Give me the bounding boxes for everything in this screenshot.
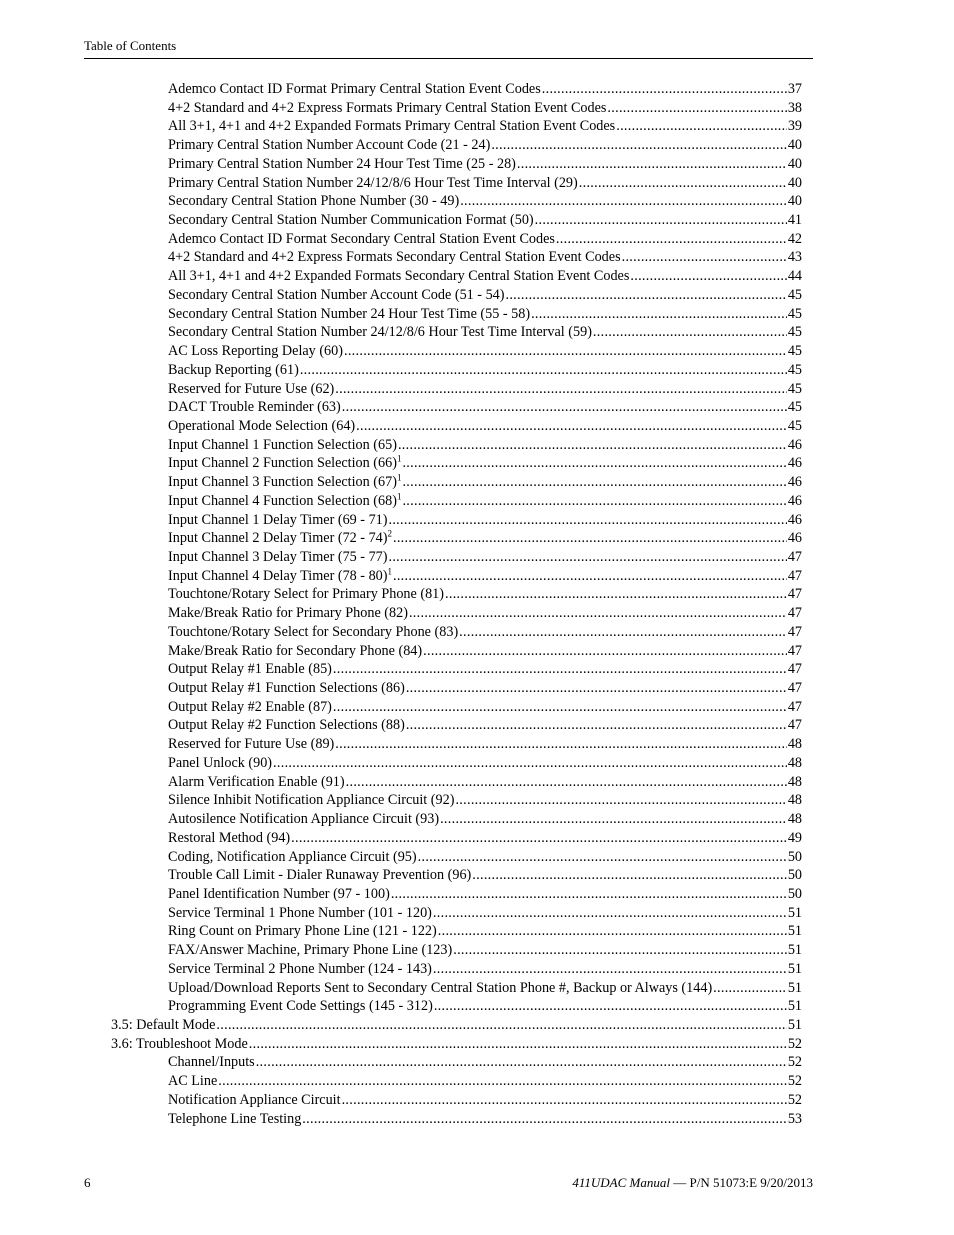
toc-entry-title-text: Primary Central Station Number 24 Hour Test Time (25 - 28) [168,155,516,172]
toc-entry-title [168,155,516,173]
toc-dot-leader [713,979,787,997]
toc-entry-title [168,698,332,716]
toc-entry-title-text: Ring Count on Primary Phone Line (121 - 122) [168,923,437,940]
toc-page-number: 50 [787,885,802,902]
toc-entry-title-text: Trouble Call Limit - Dialer Runaway Prevention (96) [168,867,472,884]
toc-entry[interactable] [168,548,802,566]
toc-entry-title-text: Coding, Notification Appliance Circuit (95) [168,848,417,865]
toc-dot-leader [472,866,787,884]
toc-entry-title-text: Secondary Central Station Number 24/12/8/6 Hour Test Time Interval (59) [168,324,592,341]
toc-entry[interactable] [168,567,802,585]
toc-entry[interactable] [168,174,802,192]
toc-entry-title-text: Reserved for Future Use (89) [168,736,335,753]
toc-entry-title [168,642,422,660]
toc-entry-title [168,286,504,304]
toc-entry[interactable] [168,473,802,491]
toc-page-number: 47 [787,567,802,584]
toc-entry-title [168,454,401,472]
toc-section-entry[interactable] [111,1016,802,1034]
toc-dot-leader [388,548,786,566]
toc-entry-title [111,1035,248,1053]
toc-entry-title-text: Panel Unlock (90) [168,754,273,771]
toc-entry[interactable] [168,117,802,135]
footnote-marker: 1 [396,472,402,483]
toc-page-number: 46 [787,455,802,472]
toc-page-number: 40 [787,174,802,191]
toc-entry[interactable] [168,866,802,884]
footnote-marker: 1 [396,491,402,502]
toc-entry-title-text: Upload/Download Reports Sent to Secondary Central Station Phone #, Backup or Always (144) [168,979,713,996]
toc-entry-title [168,99,606,117]
toc-entry-title [168,267,629,285]
toc-entry-title [168,810,439,828]
toc-page-number: 40 [787,155,802,172]
toc-page-number: 46 [787,492,802,509]
toc-page-number: 47 [787,549,802,565]
toc-entry-title [168,511,387,529]
toc-entry-title-text: Operational Mode Selection (64) [168,417,356,434]
toc-page-number: 48 [787,773,802,790]
toc-entry[interactable] [168,623,802,641]
footnote-marker: 1 [396,453,402,464]
toc-entry[interactable] [168,791,802,809]
toc-page-number: 51 [787,960,802,977]
toc-dot-leader [256,1053,787,1071]
toc-entry-title [168,136,490,154]
toc-page-number: 46 [787,436,802,453]
toc-entry-title [168,829,290,847]
toc-entry-title [168,604,408,622]
toc-dot-leader [335,735,787,753]
toc-page-number: 49 [787,829,802,846]
toc-entry[interactable] [168,885,802,903]
toc-entry-title-text: Output Relay #1 Function Selections (86) [168,680,405,697]
toc-entry-title-text: Service Terminal 1 Phone Number (101 - 120) [168,904,432,921]
toc-entry-title-text: Restoral Method (94) [168,829,291,846]
toc-page-number: 40 [787,193,802,210]
toc-entry-title-text: DACT Trouble Reminder (63) [168,399,341,416]
toc-entry-title [168,885,390,903]
toc-entry[interactable] [168,679,802,697]
toc-page-number: 42 [787,230,802,247]
toc-dot-leader [622,248,787,266]
toc-entry-title-text: Backup Reporting (61) [168,361,299,378]
toc-entry[interactable] [168,323,802,341]
toc-entry[interactable] [168,511,802,529]
toc-page-number: 48 [787,736,802,753]
toc-entry-title [168,773,345,791]
toc-page-number: 50 [787,867,802,884]
toc-dot-leader [216,1016,786,1034]
toc-page-number: 51 [787,979,802,996]
toc-entry-title-text: Input Channel 1 Delay Timer (69 - 71) [168,511,388,528]
toc-page-number: 47 [787,698,802,715]
toc-entry[interactable] [168,1072,802,1090]
toc-entry-title [168,997,433,1015]
toc-entry[interactable] [168,267,802,285]
toc-entry-title-text: 4+2 Standard and 4+2 Express Formats Secondary Central Station Event Codes [168,249,621,266]
toc-dot-leader [460,192,787,210]
toc-dot-leader [445,585,787,603]
toc-entry-title-text: Ademco Contact ID Format Primary Central Station Event Codes [168,81,541,97]
toc-dot-leader [453,941,787,959]
toc-entry[interactable] [168,492,802,510]
toc-entry[interactable] [168,286,802,304]
toc-page-number: 39 [787,118,802,135]
toc-dot-leader [556,230,787,248]
toc-dot-leader [333,698,787,716]
toc-entry-title [168,791,454,809]
toc-page-number: 47 [787,642,802,659]
toc-dot-leader [433,904,787,922]
toc-entry-title-text: Ademco Contact ID Format Secondary Central Station Event Codes [168,230,555,247]
toc-entry[interactable] [168,1053,802,1071]
toc-entry-title [168,342,343,360]
toc-dot-leader [630,267,786,285]
header-divider [84,58,813,59]
toc-dot-leader [434,997,787,1015]
toc-dot-leader [535,211,787,229]
toc-dot-leader [579,174,787,192]
toc-entry-title-text: Secondary Central Station Number 24 Hour Test Time (55 - 58) [168,305,531,322]
running-header: Table of Contents [84,38,177,53]
toc-entry-title-text: Input Channel 4 Function Selection (68) [168,492,397,509]
toc-entry-title-text: Panel Identification Number (97 - 100) [168,885,390,902]
toc-entry-title [168,904,432,922]
toc-entry-title [168,1072,217,1090]
toc-entry-title-text: Input Channel 4 Delay Timer (78 - 80) [168,567,388,584]
toc-entry[interactable] [168,585,802,603]
page-number: 6 [84,1175,91,1190]
toc-page-number: 45 [787,343,802,360]
toc-page-number: 51 [787,998,802,1015]
toc-entry-title [168,548,387,566]
toc-entry[interactable] [168,660,802,678]
toc-entry-title [168,211,534,229]
toc-entry-title-text: All 3+1, 4+1 and 4+2 Expanded Formats Primary Central Station Event Codes [168,118,616,135]
toc-entry[interactable] [168,904,802,922]
toc-page-number: 45 [787,380,802,397]
toc-entry-title [168,585,444,603]
toc-entry[interactable] [168,829,802,847]
footer-manual-info [572,1175,813,1191]
toc-entry[interactable] [168,361,802,379]
toc-dot-leader [418,848,787,866]
toc-entry-title [168,436,397,454]
toc-dot-leader [393,567,787,585]
toc-page-number: 45 [787,286,802,303]
toc-dot-leader [356,417,787,435]
toc-entry-title-text: Make/Break Ratio for Primary Phone (82) [168,605,408,622]
toc-entry-title-text: AC Loss Reporting Delay (60) [168,343,343,360]
toc-entry-title [168,380,334,398]
toc-section-entry[interactable] [111,1035,802,1053]
toc-entry-title [168,80,541,98]
toc-page-number: 45 [787,305,802,322]
toc-entry[interactable] [168,922,802,940]
toc-entry-title-text: Silence Inhibit Notification Appliance Circuit (92) [168,792,455,809]
toc-dot-leader [346,773,787,791]
toc-entry-title [168,679,405,697]
toc-dot-leader [542,80,787,98]
toc-page-number: 43 [787,249,802,266]
toc-entry-title [168,866,471,884]
toc-page-number: 45 [787,417,802,434]
toc-entry[interactable] [168,380,802,398]
toc-entry-title [168,529,392,547]
toc-page-number: 52 [787,1073,802,1090]
toc-entry[interactable] [168,1110,802,1128]
toc-dot-leader [402,492,786,510]
toc-page-number: 53 [787,1110,802,1127]
toc-page-number: 47 [787,586,802,603]
toc-entry-title-text: 3.6: Troubleshoot Mode [111,1035,248,1052]
toc-entry-title-text: Reserved for Future Use (62) [168,380,335,397]
toc-dot-leader [335,380,787,398]
toc-entry-title-text: Output Relay #2 Function Selections (88) [168,717,405,734]
toc-entry-title [168,305,530,323]
toc-entry-title [168,174,578,192]
toc-dot-leader [406,716,787,734]
toc-entry-title-text: Primary Central Station Number Account Code (21 - 24) [168,137,491,154]
toc-dot-leader [517,155,787,173]
toc-entry[interactable] [168,342,802,360]
toc-page-number: 41 [787,212,802,229]
toc-entry-title-text: Primary Central Station Number 24/12/8/6 Hour Test Time Interval (29) [168,174,578,191]
toc-page-number: 48 [787,754,802,771]
toc-entry[interactable] [168,716,802,734]
toc-entry-title-text: Touchtone/Rotary Select for Secondary Phone (83) [168,623,459,640]
toc-entry[interactable] [168,941,802,959]
toc-entry[interactable] [168,436,802,454]
toc-dot-leader [505,286,786,304]
toc-entry-title [111,1016,215,1034]
toc-page-number: 51 [787,904,802,921]
toc-dot-leader [409,604,787,622]
toc-dot-leader [342,1091,787,1109]
toc-dot-leader [423,642,787,660]
toc-entry-title [168,117,615,135]
toc-entry-title-text: Programming Event Code Settings (145 - 312) [168,998,433,1015]
toc-page-number: 45 [787,361,802,378]
toc-entry[interactable] [168,211,802,229]
toc-entry-title-text: Service Terminal 2 Phone Number (124 - 143) [168,960,432,977]
toc-dot-leader [616,117,787,135]
toc-page-number: 45 [787,399,802,416]
toc-page-number: 50 [787,848,802,865]
toc-entry[interactable] [168,642,802,660]
toc-entry-title [168,848,417,866]
toc-dot-leader [433,960,787,978]
toc-dot-leader [391,885,787,903]
toc-entry-title [168,623,458,641]
toc-entry-title-text: Secondary Central Station Phone Number (30 - 49) [168,193,460,210]
toc-entry-title [168,398,341,416]
toc-page-number: 48 [787,792,802,809]
toc-entry-title [168,1110,301,1128]
toc-entry[interactable] [168,248,802,266]
toc-entry-title-text: 4+2 Standard and 4+2 Express Formats Primary Central Station Event Codes [168,99,607,116]
toc-entry-title-text: Secondary Central Station Number Communication Format (50) [168,212,534,229]
toc-entry[interactable] [168,305,802,323]
toc-page-number: 44 [787,268,802,285]
toc-page-number: 48 [787,811,802,828]
toc-dot-leader [273,754,787,772]
footnote-marker: 2 [387,528,392,539]
toc-dot-leader [398,436,787,454]
toc-entry[interactable] [168,192,802,210]
toc-entry-title [168,230,555,248]
toc-entry-title [168,735,334,753]
toc-dot-leader [593,323,787,341]
toc-entry-title [168,1091,341,1109]
toc-page-number: 47 [787,680,802,697]
toc-dot-leader [459,623,787,641]
toc-page-number: 45 [787,324,802,341]
toc-entry[interactable] [168,80,802,98]
toc-entry-title [168,192,459,210]
toc-entry[interactable] [168,810,802,828]
toc-entry-title [168,716,405,734]
toc-entry[interactable] [168,735,802,753]
toc-entry[interactable] [168,773,802,791]
toc-entry-title-text: FAX/Answer Machine, Primary Phone Line (123) [168,942,453,959]
toc-entry[interactable] [168,1091,802,1109]
toc-entry-title-text: Input Channel 3 Delay Timer (75 - 77) [168,549,388,565]
toc-entry[interactable] [168,848,802,866]
toc-entry-title-text: Notification Appliance Circuit [168,1091,341,1108]
toc-entry-title-text: Autosilence Notification Appliance Circuit (93) [168,811,440,828]
toc-page-number: 40 [787,137,802,154]
toc-entry[interactable] [168,230,802,248]
toc-entry[interactable] [168,99,802,117]
toc-entry-title [168,361,299,379]
toc-entry-title-text: Telephone Line Testing [168,1110,302,1127]
toc-entry-title [168,323,592,341]
toc-entry-title [168,417,355,435]
toc-entry-title [168,941,452,959]
toc-entry-title-text: AC Line [168,1073,218,1090]
toc-entry-title [168,960,432,978]
toc-dot-leader [291,829,787,847]
toc-entry[interactable] [168,604,802,622]
toc-entry-title [168,567,392,585]
toc-entry-title-text: All 3+1, 4+1 and 4+2 Expanded Formats Secondary Central Station Event Codes [168,268,630,285]
toc-dot-leader [440,810,787,828]
toc-entry[interactable] [168,960,802,978]
toc-dot-leader [438,922,787,940]
toc-dot-leader [300,361,787,379]
toc-dot-leader [249,1035,787,1053]
toc-page-number: 47 [787,717,802,734]
toc-dot-leader [455,791,786,809]
toc-entry-title-text: Output Relay #1 Enable (85) [168,661,332,678]
toc-dot-leader [607,99,786,117]
manual-part-number-date: — P/N 51073:E 9/20/2013 [669,1175,813,1190]
toc-entry[interactable] [168,136,802,154]
toc-dot-leader [402,473,786,491]
toc-entry[interactable] [168,454,802,472]
toc-dot-leader [333,660,787,678]
toc-dot-leader [388,511,786,529]
toc-page-number: 52 [787,1035,802,1052]
toc-dot-leader [218,1072,787,1090]
toc-dot-leader [406,679,787,697]
toc-entry[interactable] [168,754,802,772]
toc-dot-leader [302,1110,787,1128]
toc-dot-leader [531,305,787,323]
toc-entry-title-text: Secondary Central Station Number Account Code (51 - 54) [168,286,505,303]
toc-entry-title-text: Input Channel 2 Delay Timer (72 - 74) [168,530,388,547]
toc-page-number: 52 [787,1091,802,1108]
toc-dot-leader [342,398,787,416]
toc-entry-title-text: Input Channel 2 Function Selection (66) [168,455,397,472]
toc-entry[interactable] [168,698,802,716]
toc-page-number: 51 [787,1017,802,1033]
toc-entry-title [168,1053,255,1071]
toc-entry-title [168,473,401,491]
toc-page-number: 46 [787,530,802,547]
toc-entry-title-text: Input Channel 3 Function Selection (67) [168,474,397,491]
toc-dot-leader [393,529,787,547]
toc-page-number: 47 [787,605,802,622]
toc-page-number: 37 [787,81,802,97]
toc-entry-title-text: Alarm Verification Enable (91) [168,773,345,790]
toc-entry-title [168,922,437,940]
toc-entry[interactable] [168,417,802,435]
toc-page-number: 47 [787,661,802,678]
toc-dot-leader [344,342,787,360]
toc-page-number: 47 [787,623,802,640]
toc-entry-title [168,979,712,997]
footnote-marker: 1 [387,565,392,576]
toc-page-number: 51 [787,942,802,959]
toc-entry-title [168,754,272,772]
toc-entry-title-text: 3.5: Default Mode [111,1017,216,1033]
toc-dot-leader [491,136,787,154]
toc-entry-title-text: Channel/Inputs [168,1054,255,1071]
toc-entry[interactable] [168,529,802,547]
toc-entry-title [168,660,332,678]
toc-page-number: 51 [787,923,802,940]
toc-entry-title-text: Output Relay #2 Enable (87) [168,698,332,715]
toc-page-number: 38 [787,99,802,116]
toc-entry[interactable] [168,979,802,997]
toc-dot-leader [402,454,786,472]
toc-entry[interactable] [168,398,802,416]
toc-entry[interactable] [168,997,802,1015]
toc-entry-title [168,492,401,510]
toc-entry-title [168,248,621,266]
toc-page-number: 46 [787,511,802,528]
toc-entry-title-text: Touchtone/Rotary Select for Primary Phone (81) [168,586,444,603]
toc-page-number: 46 [787,474,802,491]
toc-page-number: 52 [787,1054,802,1071]
toc-entry[interactable] [168,155,802,173]
toc-entry-title-text: Make/Break Ratio for Secondary Phone (84) [168,642,423,659]
toc-entry-title-text: Input Channel 1 Function Selection (65) [168,436,397,453]
manual-title: 411UDAC Manual [572,1175,670,1190]
